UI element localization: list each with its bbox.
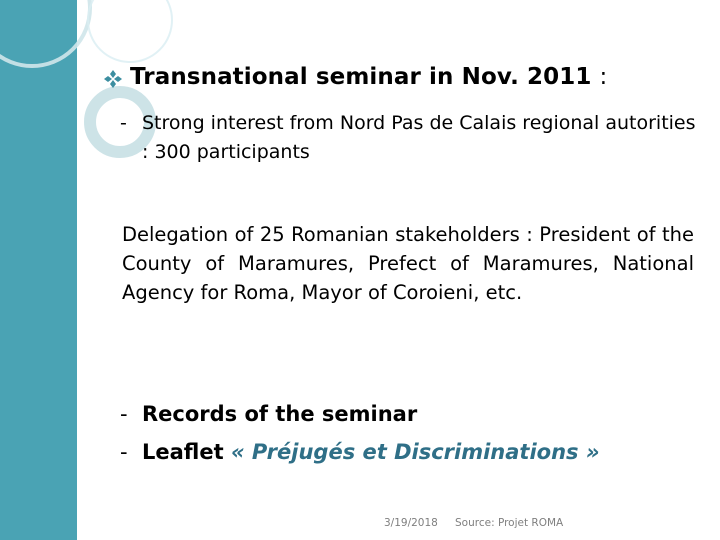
footer-source: Source: Projet ROMA xyxy=(455,517,564,529)
leaflet-prefix: Leaflet xyxy=(142,440,224,464)
subpoint xyxy=(120,109,700,167)
footer-date: 3/19/2018 xyxy=(384,517,438,529)
slide-title xyxy=(130,64,607,90)
leaflet-title: « Préjugés et Discriminations » xyxy=(230,440,600,464)
subpoint-dash: - xyxy=(120,112,127,134)
slide-title-text: Transnational seminar in Nov. 2011 xyxy=(130,64,592,90)
delegation-paragraph: Delegation of 25 Romanian stakeholders : President of the County of Maramures, Prefect of Maramures, National Agency for Roma, Mayor of Coroieni, etc. xyxy=(122,223,694,304)
list-item-leaflet xyxy=(120,433,700,471)
list-item-text: Records of the seminar xyxy=(142,402,418,426)
list-item-records xyxy=(120,395,700,433)
slide-title-colon: : xyxy=(599,64,608,90)
list-dash: - xyxy=(120,402,128,426)
diamond-bullet-icon xyxy=(104,70,122,88)
list-dash: - xyxy=(120,440,128,464)
records-list xyxy=(120,395,700,471)
title-row xyxy=(104,64,704,98)
subpoint-text: Strong interest from Nord Pas de Calais regional autorities : 300 participants xyxy=(142,112,696,163)
